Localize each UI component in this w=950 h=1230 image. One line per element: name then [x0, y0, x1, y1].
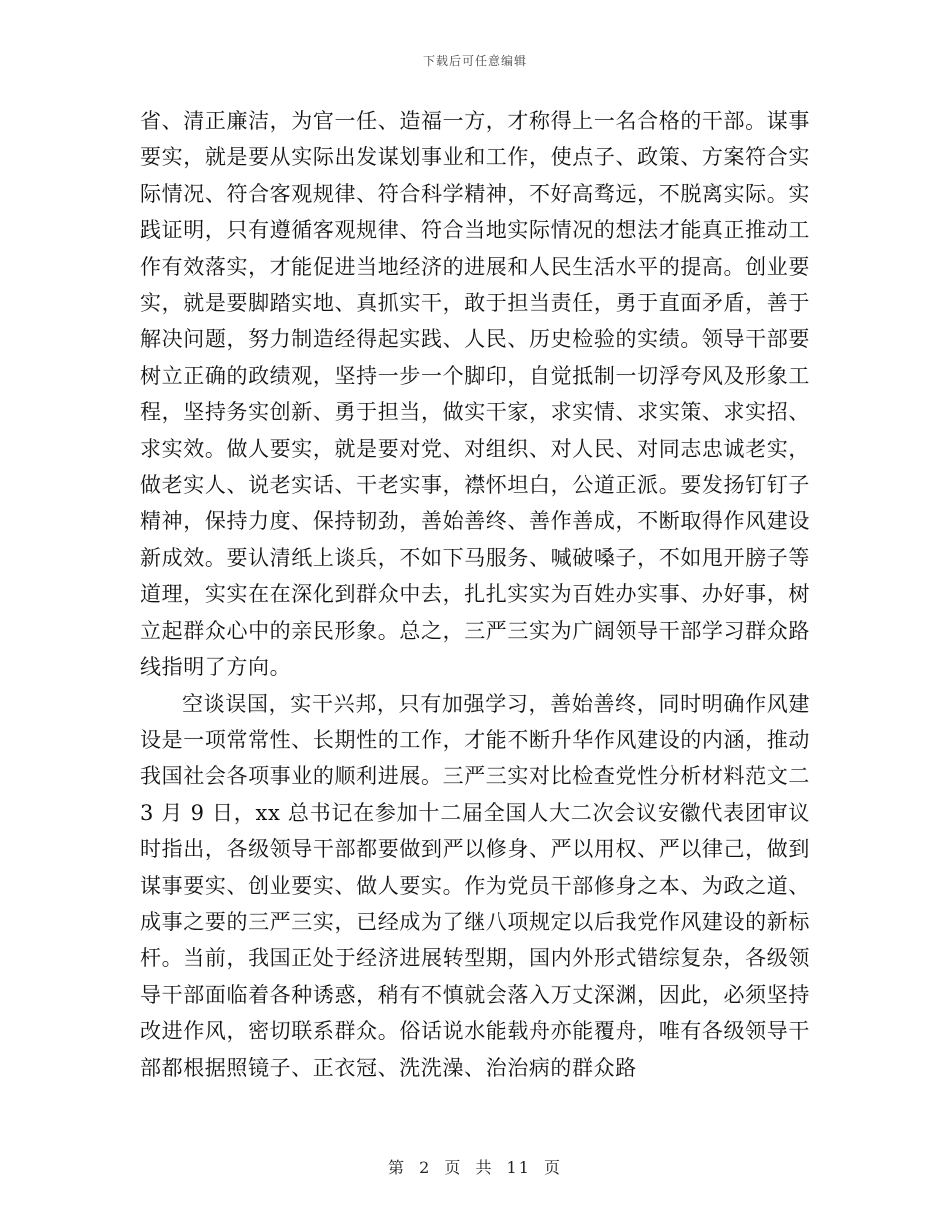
- page-number-footer: 第 2 页 共 11 页: [388, 1158, 562, 1177]
- body-paragraph-2: 空谈误国，实干兴邦，只有加强学习，善始善终，同时明确作风建设是一项常常性、长期性的工作，才能不断升华作风建设的内涵，推动我国社会各项事业的顺利进展。三严三实对比检查党性分析材料范文二 3 月 9 日，xx 总书记在参加十二届全国人大二次会议安徽代表团审议时指出，各级领导干部都要做到严以修身、严以用权、严以律己，做到谋事要实、创业要实、做人要实。作为党员干部修身之本、为政之道、成事之要的三严三实，已经成为了继八项规定以后我党作风建设的新标杆。当前，我国正处于经济进展转型期，国内外形式错综复杂，各级领导干部面临着各种诱惑，稍有不慎就会落入万丈深渊，因此，必须坚持改进作风，密切联系群众。俗话说水能载舟亦能覆舟，唯有各级领导干部都根据照镜子、正衣冠、洗洗澡、治治病的群众路: [140, 691, 810, 1080]
- document-body: [140, 103, 810, 1086]
- page-header: 下载后可任意编辑: [422, 54, 527, 68]
- body-paragraph-1: 省、清正廉洁，为官一任、造福一方，才称得上一名合格的干部。谋事要实，就是要从实际出发谋划事业和工作，使点子、政策、方案符合实际情况、符合客观规律、符合科学精神，不好高骛远，不脱离实际。实践证明，只有遵循客观规律、符合当地实际情况的想法才能真正推动工作有效落实，才能促进当地经济的进展和人民生活水平的提高。创业要实，就是要脚踏实地、真抓实干，敢于担当责任，勇于直面矛盾，善于解决问题，努力制造经得起实践、人民、历史检验的实绩。领导干部要树立正确的政绩观，坚持一步一个脚印，自觉抵制一切浮夸风及形象工程，坚持务实创新、勇于担当，做实干家，求实情、求实策、求实招、求实效。做人要实，就是要对党、对组织、对人民、对同志忠诚老实，做老实人、说老实话、干老实事，襟怀坦白，公道正派。要发扬钉钉子精神，保持力度、保持韧劲，善始善终、善作善成，不断取得作风建设新成效。要认清纸上谈兵，不如下马服务、喊破嗓子，不如甩开膀子等道理，实实在在深化到群众中去，扎扎实实为百姓办实事、办好事，树立起群众心中的亲民形象。总之，三严三实为广阔领导干部学习群众路线指明了方向。: [140, 109, 810, 680]
